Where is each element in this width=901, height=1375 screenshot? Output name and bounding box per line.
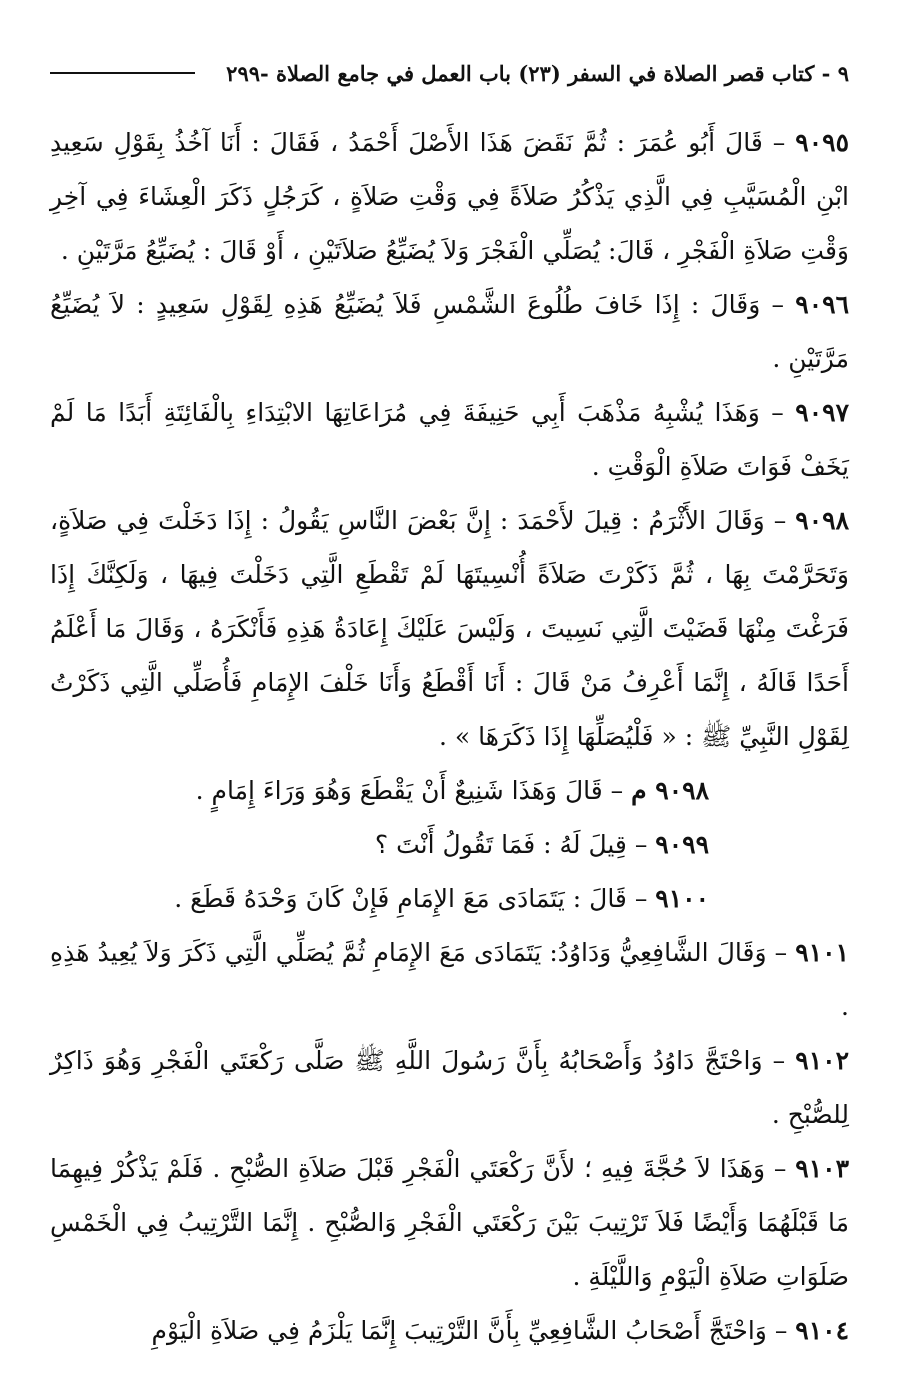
paragraph-text: – وَهَذَا لاَ حُجَّةَ فِيهِ ؛ لأَنَّ رَكْعَتَي الْفَجْرِ قَبْلَ صَلاَةِ الصُّبْحِ . فَلَمْ يَذْكُرْ فِيهِمَا مَا قَبْلَهُمَا وَأَيْضًا فَلاَ تَرْتِيبَ بَيْنَ رَكْعَتَي الْفَجْرِ وَالصُّبْحِ . إِنَّمَا التَّرْتِيبُ فِي الْخَمْسِ صَلَوَاتِ صَلاَةِ الْيَوْمِ وَاللَّيْلَةِ .	[50, 1154, 849, 1291]
running-header	[50, 52, 849, 94]
paragraph-number: ٩١٠٣	[795, 1154, 849, 1183]
paragraph-9098	[50, 494, 849, 764]
paragraph-number: ٩١٠٤	[795, 1316, 849, 1345]
paragraph-9101	[50, 926, 849, 1034]
paragraph-number: ٩٠٩٦	[795, 290, 849, 319]
paragraph-number: ٩٠٩٨ م	[631, 776, 709, 805]
paragraph-9096	[50, 278, 849, 386]
paragraph-number: ٩٠٩٧	[795, 398, 849, 427]
paragraph-number: ٩٠٩٨	[795, 506, 849, 535]
paragraph-text: – وَاحْتَجَّ دَاوُدُ وَأَصْحَابُهُ بِأَنَّ رَسُولَ اللَّهِ ﷺ صَلَّى رَكْعَتَي الْفَجْرِ وَهُوَ ذَاكِرٌ لِلصُّبْحِ .	[50, 1046, 849, 1129]
header-rule-line	[50, 72, 195, 74]
paragraph-9100	[50, 872, 849, 926]
paragraph-9097	[50, 386, 849, 494]
paragraph-number: ٩١٠٠	[655, 884, 709, 913]
paragraph-text: – وَقَالَ الشَّافِعِيُّ وَدَاوُدُ: يَتَمَادَى مَعَ الإِمَامِ ثُمَّ يُصَلِّي الَّتِي ذَكَرَ وَلاَ يُعِيدُ هَذِهِ .	[50, 938, 849, 1021]
paragraph-text: – قَالَ : يَتَمَادَى مَعَ الإِمَامِ فَإِنْ كَانَ وَحْدَهُ قَطَعَ .	[174, 884, 656, 913]
paragraph-number: ٩١٠٢	[795, 1046, 849, 1075]
paragraph-text: – وَاحْتَجَّ أَصْحَابُ الشَّافِعِيِّ بِأَنَّ التَّرْتِيبَ إِنَّمَا يَلْزَمُ فِي صَلاَةِ الْيَوْمِ	[151, 1316, 796, 1345]
paragraph-number: ٩١٠١	[795, 938, 849, 967]
paragraph-text: – وَقَالَ الأَثْرَمُ : قِيلَ لأَحْمَدَ : إِنَّ بَعْضَ النَّاسِ يَقُولُ : إِذَا دَخَلْتَ فِي صَلاَةٍ، وَتَحَرَّمْتَ بِهَا ، ثُمَّ ذَكَرْتَ صَلاَةً أُنْسِيتَهَا لَمْ تَقْطَعِ الَّتِي دَخَلْتَ فِيهَا ، وَلَكِنَّكَ إِذَا فَرَغْتَ مِنْهَا قَضَيْتَ الَّتِي نَسِيتَ ، وَلَيْسَ عَلَيْكَ إِعَادَةُ هَذِهِ فَأَنْكَرَهُ ، وَقَالَ مَا أَعْلَمُ أَحَدًا قَالَهُ ، إِنَّمَا أَعْرِفُ مَنْ قَالَ : أَنَا أَقْطَعُ وَأَنَا خَلْفَ الإِمَامِ فَأُصَلِّي الَّتِي ذَكَرْتُ لِقَوْلِ النَّبِيِّ ﷺ : « فَلْيُصَلِّهَا إِذَا ذَكَرَهَا » .	[50, 506, 849, 751]
main-text	[50, 116, 849, 1358]
paragraph-number: ٩٠٩٥	[795, 128, 849, 157]
paragraph-9098m	[50, 764, 849, 818]
paragraph-number: ٩٠٩٩	[655, 830, 709, 859]
paragraph-9104	[50, 1304, 849, 1358]
header-title: ٩ - كتاب قصر الصلاة في السفر (٢٣) باب العمل في جامع الصلاة -٢٩٩	[226, 60, 849, 86]
paragraph-9099	[50, 818, 849, 872]
paragraph-text: – قَالَ وَهَذَا شَنِيعٌ أَنْ يَقْطَعَ وَهُوَ وَرَاءَ إِمَامٍ .	[195, 776, 632, 805]
paragraph-9103	[50, 1142, 849, 1304]
paragraph-9102	[50, 1034, 849, 1142]
paragraph-text: – قَالَ أَبُو عُمَرَ : ثُمَّ نَقَضَ هَذَا الأَصْلَ أَحْمَدُ ، فَقَالَ : أَنَا آخُذُ بِقَوْلِ سَعِيدِ ابْنِ الْمُسَيَّبِ فِي الَّذِي يَذْكُرُ صَلاَةً فِي وَقْتِ صَلاَةٍ ، كَرَجُلٍ ذَكَرَ الْعِشَاءَ فِي آخِرِ وَقْتِ صَلاَةِ الْفَجْرِ ، قَالَ: يُصَلِّي الْفَجْرَ وَلاَ يُضَيِّعُ صَلاَتَيْنِ ، أَوْ قَالَ : يُضَيِّعُ مَرَّتَيْنِ .	[50, 128, 849, 265]
paragraph-9095	[50, 116, 849, 278]
paragraph-text: – وَهَذَا يُشْبِهُ مَذْهَبَ أَبِي حَنِيفَةَ فِي مُرَاعَاتِهَا الابْتِدَاءِ بِالْفَائِتَةِ أَبَدًا مَا لَمْ يَخَفْ فَوَاتَ صَلاَةِ الْوَقْتِ .	[50, 398, 849, 481]
paragraph-text: – وَقَالَ : إِذَا خَافَ طُلُوعَ الشَّمْسِ فَلاَ يُضَيِّعُ هَذِهِ لِقَوْلِ سَعِيدٍ : لاَ يُضَيِّعُ مَرَّتَيْنِ .	[50, 290, 849, 373]
paragraph-text: – قِيلَ لَهُ : فَمَا تَقُولُ أَنْتَ ؟	[374, 830, 656, 859]
